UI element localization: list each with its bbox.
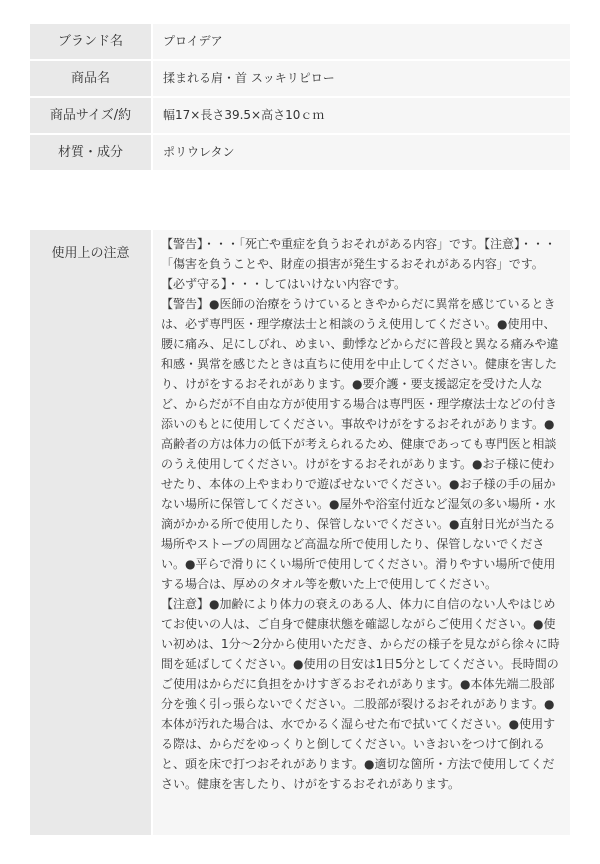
spec-label: 材質・成分 — [30, 135, 151, 170]
spec-value: 揉まれる肩・首 スッキリピロー — [153, 61, 570, 96]
spec-label: ブランド名 — [30, 24, 151, 59]
notice-paragraph: 【注意】●加齢により体力の衰えのある人、体力に自信のない人やはじめてお使いの人は、ご自身で健康状態を確認しながらご使用ください。●使い初めは、1分〜2分から使用いただき、からだの様子を見ながら徐々に時間を延ばしてください。●使用の目安は1日5分としてください。長時間のご使用はからだに負担をかけすぎるおそれがあります。●本体先端二股部分を強く引っ張らないでください。二股部が裂けるおそれがあります。●本体が汚れた場合は、水でかるく湿らせた布で拭いてください。●使用する際は、からだをゆっくりと倒してください。いきおいをつけて倒れると、頭を床で打つおそれがあります。●適切な箇所・方法で使用してください。健康を害したり、けがをするおそれがあります。 — [161, 597, 560, 791]
usage-notice-section — [30, 230, 570, 835]
spec-row-brand — [30, 24, 570, 59]
product-spec-table — [30, 24, 570, 172]
spec-value: プロイデア — [153, 24, 570, 59]
spec-label: 商品サイズ/約 — [30, 98, 151, 133]
spec-row-product-name — [30, 61, 570, 96]
notice-paragraph: 【警告】●医師の治療をうけているときやからだに異常を感じているときは、必ず専門医・理学療法士と相談のうえ使用してください。●使用中、腰に痛み、足にしびれ、めまい、動悸などからだに普段と異なる痛みや違和感・異常を感じたときは直ちに使用を中止してください。健康を害したり、けがをするおそれがあります。●要介護・要支援認定を受けた人など、からだが不自由な方が使用する場合は専門医・理学療法士などの付き添いのもとに使用してください。事故やけがをするおそれがあります。●高齢者の方は体力の低下が考えられるため、健康であっても専門医と相談のうえ使用してください。けがをするおそれがあります。●お子様に使わせたり、本体の上やまわりで遊ばせないでください。●お子様の手の届かない場所に保管してください。●屋外や浴室付近など湿気の多い場所・水滴がかかる所で使用したり、保管しないでください。●直射日光が当たる場所やストーブの周囲など高温な所で使用したり、保管しないでください。●平らで滑りにくい場所で使用してください。滑りやすい場所で使用する場合は、厚めのタオル等を敷いた上で使用してください。 — [161, 297, 559, 591]
usage-notice-label: 使用上の注意 — [30, 230, 151, 835]
notice-paragraph: 【警告】・・・「死亡や重症を負うおそれがある内容」です。【注意】・・・「傷害を負うことや、財産の損害が発生するおそれがある内容」です。 — [161, 237, 557, 271]
spec-row-size — [30, 98, 570, 133]
spec-value: 幅17×長さ39.5×高さ10ｃｍ — [153, 98, 570, 133]
spec-label: 商品名 — [30, 61, 151, 96]
notice-paragraph: 【必ず守る】・・・してはいけない内容です。 — [161, 277, 407, 291]
spec-value: ポリウレタン — [153, 135, 570, 170]
usage-notice-body — [153, 230, 570, 835]
spec-row-material — [30, 135, 570, 170]
